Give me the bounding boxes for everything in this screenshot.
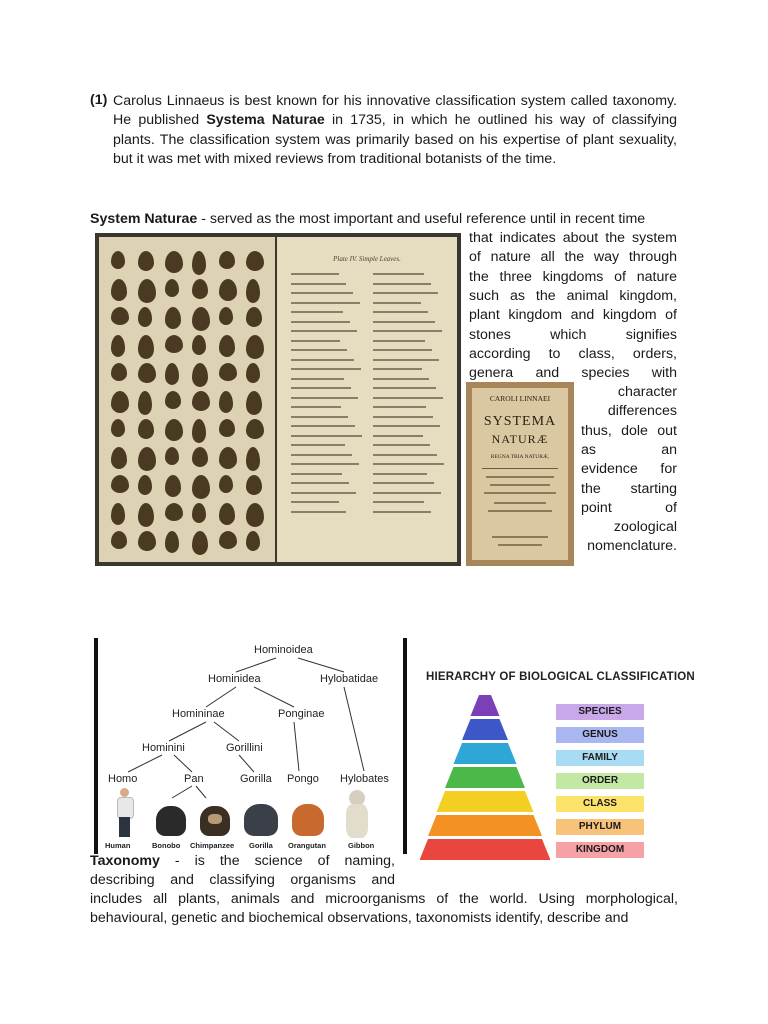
text-line — [291, 463, 359, 465]
leaf-illustration — [111, 447, 127, 469]
text-line — [373, 359, 439, 361]
leaf-illustration — [111, 391, 129, 413]
leaf-illustration — [192, 475, 210, 499]
leaf-illustration — [165, 251, 183, 273]
leaf-illustration — [246, 279, 260, 303]
leaf-illustration — [165, 447, 179, 465]
text-line — [373, 501, 424, 503]
leaf-illustration — [192, 251, 206, 275]
intro-rest: in 1735, in which he outlined his way of classifying plants. The classification system was primarily based on his expertise of plant sexuality, but it was met with mixed reviews from traditional botanists of the time. — [113, 112, 677, 167]
text-line — [291, 444, 345, 446]
rank-label-genus: GENUS — [556, 727, 644, 743]
leaf-illustration — [138, 447, 156, 471]
leaf-illustration — [246, 419, 264, 439]
leaf-illustration — [111, 419, 125, 437]
text-line — [291, 340, 340, 342]
column-line-narrow: thus, dole out — [581, 422, 677, 439]
text-line — [291, 397, 358, 399]
pyramid-layer — [437, 791, 534, 812]
leaf-illustration — [165, 363, 179, 385]
leaf-illustration — [219, 419, 235, 437]
leaf-illustration — [246, 391, 262, 415]
text-line — [291, 501, 339, 503]
leaf-illustration — [165, 279, 179, 297]
classification-hierarchy-pyramid — [420, 663, 695, 863]
rank-label-class: CLASS — [556, 796, 644, 812]
cover-title-2: NATURÆ — [491, 432, 549, 446]
column-line-narrow: character — [617, 384, 677, 400]
leaf-illustration — [246, 503, 264, 527]
text-line — [373, 330, 442, 332]
leaf-illustration — [246, 475, 262, 495]
text-line — [373, 406, 426, 408]
leaf-illustration — [138, 503, 154, 527]
text-line — [373, 302, 421, 304]
plate-text-page — [277, 237, 457, 562]
leaf-illustration — [192, 335, 206, 355]
pyramid-graphic — [420, 691, 550, 871]
human-figure-icon — [120, 788, 129, 797]
text-line — [291, 473, 342, 475]
text-line — [373, 416, 433, 418]
label-human: Human — [105, 841, 131, 850]
leaf-illustration — [219, 279, 237, 301]
text-line — [373, 473, 427, 475]
leaf-illustration — [219, 363, 237, 381]
orangutan-figure-icon — [292, 804, 324, 836]
text-line — [291, 349, 347, 351]
leaf-illustration — [138, 475, 152, 495]
leaf-illustration — [138, 335, 154, 359]
pyramid-layer — [462, 719, 508, 740]
text-line — [291, 359, 354, 361]
text-line — [373, 321, 435, 323]
column-line-narrow: zoological — [613, 519, 677, 536]
label-orangutan: Orangutan — [288, 841, 326, 850]
leaf-illustration — [219, 391, 233, 413]
leaf-illustration — [165, 475, 181, 497]
intro-lead: Carolus Linnaeus is best known for his innovative classification system called taxonomy. He published — [113, 93, 677, 129]
text-line — [291, 302, 360, 304]
node-hylobates: Hylobates — [340, 773, 389, 785]
leaf-illustration — [111, 251, 125, 269]
rank-label-family: FAMILY — [556, 750, 644, 766]
leaf-illustration — [192, 447, 208, 467]
node-homo: Homo — [108, 773, 138, 785]
leaf-illustration — [165, 335, 183, 353]
systema-naturae-title: Systema Naturae — [206, 112, 325, 129]
linnaeus-book-image — [95, 233, 461, 566]
leaf-illustration — [192, 391, 210, 411]
taxonomy-line1-rest: - is the science of naming, — [159, 853, 395, 869]
column-line-narrow: the starting — [581, 480, 677, 497]
label-chimpanzee: Chimpanzee — [190, 841, 235, 850]
pyramid-layer — [445, 767, 525, 788]
leaf-illustration — [246, 307, 262, 327]
text-line — [291, 273, 339, 275]
node-gorillini: Gorillini — [226, 742, 263, 754]
list-number: (1) — [90, 92, 108, 108]
text-line — [373, 378, 429, 380]
leaf-illustration — [138, 363, 156, 383]
leaf-illustration — [111, 503, 125, 525]
node-hylobatidae: Hylobatidae — [320, 673, 379, 685]
leaf-illustration — [165, 419, 183, 441]
node-homininae: Homininae — [172, 708, 225, 720]
column-line-narrow: as an — [581, 441, 677, 458]
column-line-narrow: nomenclature. — [587, 538, 677, 555]
cover-subtitle: REGNA TRIA NATURÆ, — [490, 454, 550, 460]
text-line — [373, 340, 425, 342]
leaf-illustration — [246, 335, 264, 359]
cover-title-1: SYSTEMA — [483, 414, 557, 429]
leaf-illustration — [192, 307, 210, 331]
leaf-illustration — [219, 251, 235, 269]
column-line: the three kingdoms of nature — [469, 268, 677, 285]
column-line-narrow: evidence for — [581, 461, 677, 478]
taxonomy-line-2: describing and classifying organisms and — [90, 872, 395, 888]
text-line — [373, 463, 444, 465]
column-line: genera and species with — [469, 365, 677, 382]
leaf-illustration — [246, 363, 260, 383]
text-line — [291, 511, 346, 513]
leaf-illustration — [111, 279, 127, 301]
leaf-illustration — [192, 503, 206, 523]
leaf-illustration — [165, 307, 181, 329]
label-bonobo: Bonobo — [152, 841, 181, 850]
column-line-narrow: differences — [607, 403, 677, 420]
system-naturae-title: System Naturae — [90, 211, 198, 227]
taxonomy-rest: includes all plants, animals and microorganisms of the world. Using morphological, behavioural, genetic and biochemical observations, taxonomists identify, describe and — [90, 891, 678, 927]
leaf-illustration — [192, 419, 206, 443]
intro-paragraph — [113, 92, 677, 169]
column-line: plant kingdom and kingdom of — [469, 307, 677, 324]
node-gorilla: Gorilla — [240, 773, 272, 785]
leaf-illustration — [219, 475, 233, 493]
leaf-illustration — [111, 307, 129, 325]
rank-label-species: SPECIES — [556, 704, 644, 720]
leaf-illustration — [138, 307, 152, 327]
text-line — [291, 416, 348, 418]
bonobo-figure-icon — [156, 806, 186, 836]
text-line — [373, 349, 432, 351]
plate-page-leaves — [99, 237, 275, 562]
leaf-illustration — [138, 279, 156, 303]
leaf-illustration — [138, 419, 154, 439]
pyramid-layer — [428, 815, 542, 836]
column-line-narrow: point of — [581, 499, 677, 516]
leaf-illustration — [192, 531, 208, 555]
leaf-illustration — [165, 503, 183, 521]
node-pan: Pan — [184, 773, 204, 785]
column-line: stones which signifies — [469, 326, 677, 343]
rank-label-order: ORDER — [556, 773, 644, 789]
hominoid-tree-diagram — [94, 638, 408, 854]
text-line — [373, 292, 438, 294]
rank-label-kingdom: KINGDOM — [556, 842, 644, 858]
text-line — [291, 482, 349, 484]
text-line — [291, 378, 344, 380]
label-gibbon: Gibbon — [348, 841, 375, 850]
node-ponginae: Ponginae — [278, 708, 325, 720]
text-line — [373, 482, 434, 484]
text-line — [291, 321, 350, 323]
gorilla-figure-icon — [244, 804, 278, 836]
leaf-illustration — [111, 363, 127, 381]
column-line: of nature all the way through — [469, 249, 677, 266]
node-hominidea: Hominidea — [208, 673, 261, 685]
text-line — [291, 330, 357, 332]
text-line — [291, 292, 353, 294]
leaf-illustration — [219, 335, 235, 357]
text-line — [291, 311, 343, 313]
leaf-illustration — [246, 447, 260, 471]
column-line: such as the animal kingdom, — [469, 287, 677, 304]
node-hominini: Hominini — [142, 742, 185, 754]
text-line — [373, 454, 437, 456]
pyramid-layer — [471, 695, 500, 716]
label-gorilla: Gorilla — [249, 841, 273, 850]
text-line — [291, 283, 346, 285]
leaf-illustration — [138, 251, 154, 271]
text-line — [291, 425, 355, 427]
pyramid-layer — [420, 839, 550, 860]
leaf-illustration — [192, 363, 208, 387]
leaf-illustration — [192, 279, 208, 299]
text-line — [373, 425, 440, 427]
leaf-illustration — [111, 335, 125, 357]
leaf-illustration — [165, 391, 181, 409]
systema-naturae-cover-image — [466, 382, 574, 566]
node-pongo: Pongo — [287, 773, 319, 785]
text-line — [373, 435, 423, 437]
leaf-illustration — [219, 447, 237, 469]
taxonomy-title: Taxonomy — [90, 853, 160, 869]
pyramid-title: HIERARCHY OF BIOLOGICAL CLASSIFICATION — [426, 671, 695, 683]
plate-title: Plate IV. Simple Leaves. — [333, 255, 401, 263]
text-line — [373, 283, 431, 285]
leaf-illustration — [138, 531, 156, 551]
text-line — [373, 397, 443, 399]
leaf-illustration — [165, 531, 179, 553]
text-line — [373, 273, 424, 275]
text-line — [291, 435, 362, 437]
text-line — [291, 406, 341, 408]
node-hominoidea: Hominoidea — [254, 644, 313, 656]
cover-author: CAROLI LINNAEI — [489, 394, 551, 403]
text-line — [291, 454, 352, 456]
taxonomy-line-1 — [90, 852, 395, 871]
text-line — [373, 492, 441, 494]
leaf-illustration — [219, 307, 233, 325]
rank-label-phylum: PHYLUM — [556, 819, 644, 835]
leaf-illustration — [138, 391, 152, 415]
text-line — [373, 511, 431, 513]
text-line — [373, 387, 436, 389]
text-line — [291, 492, 356, 494]
leaf-illustration — [111, 475, 129, 493]
system-naturae-heading-line — [90, 210, 680, 229]
leaf-illustration — [111, 531, 127, 549]
text-line — [373, 311, 428, 313]
text-line — [291, 387, 351, 389]
leaf-illustration — [246, 251, 264, 271]
text-line — [373, 444, 430, 446]
column-line: that indicates about the system — [469, 230, 677, 246]
leaf-illustration — [246, 531, 260, 551]
leaf-illustration — [219, 503, 235, 525]
system-naturae-first-line: - served as the most important and useful reference until in recent time — [197, 211, 646, 227]
text-line — [373, 368, 422, 370]
text-line — [291, 368, 361, 370]
leaf-illustration — [219, 531, 237, 549]
pyramid-layer — [454, 743, 517, 764]
column-line: according to class, orders, — [469, 345, 677, 362]
